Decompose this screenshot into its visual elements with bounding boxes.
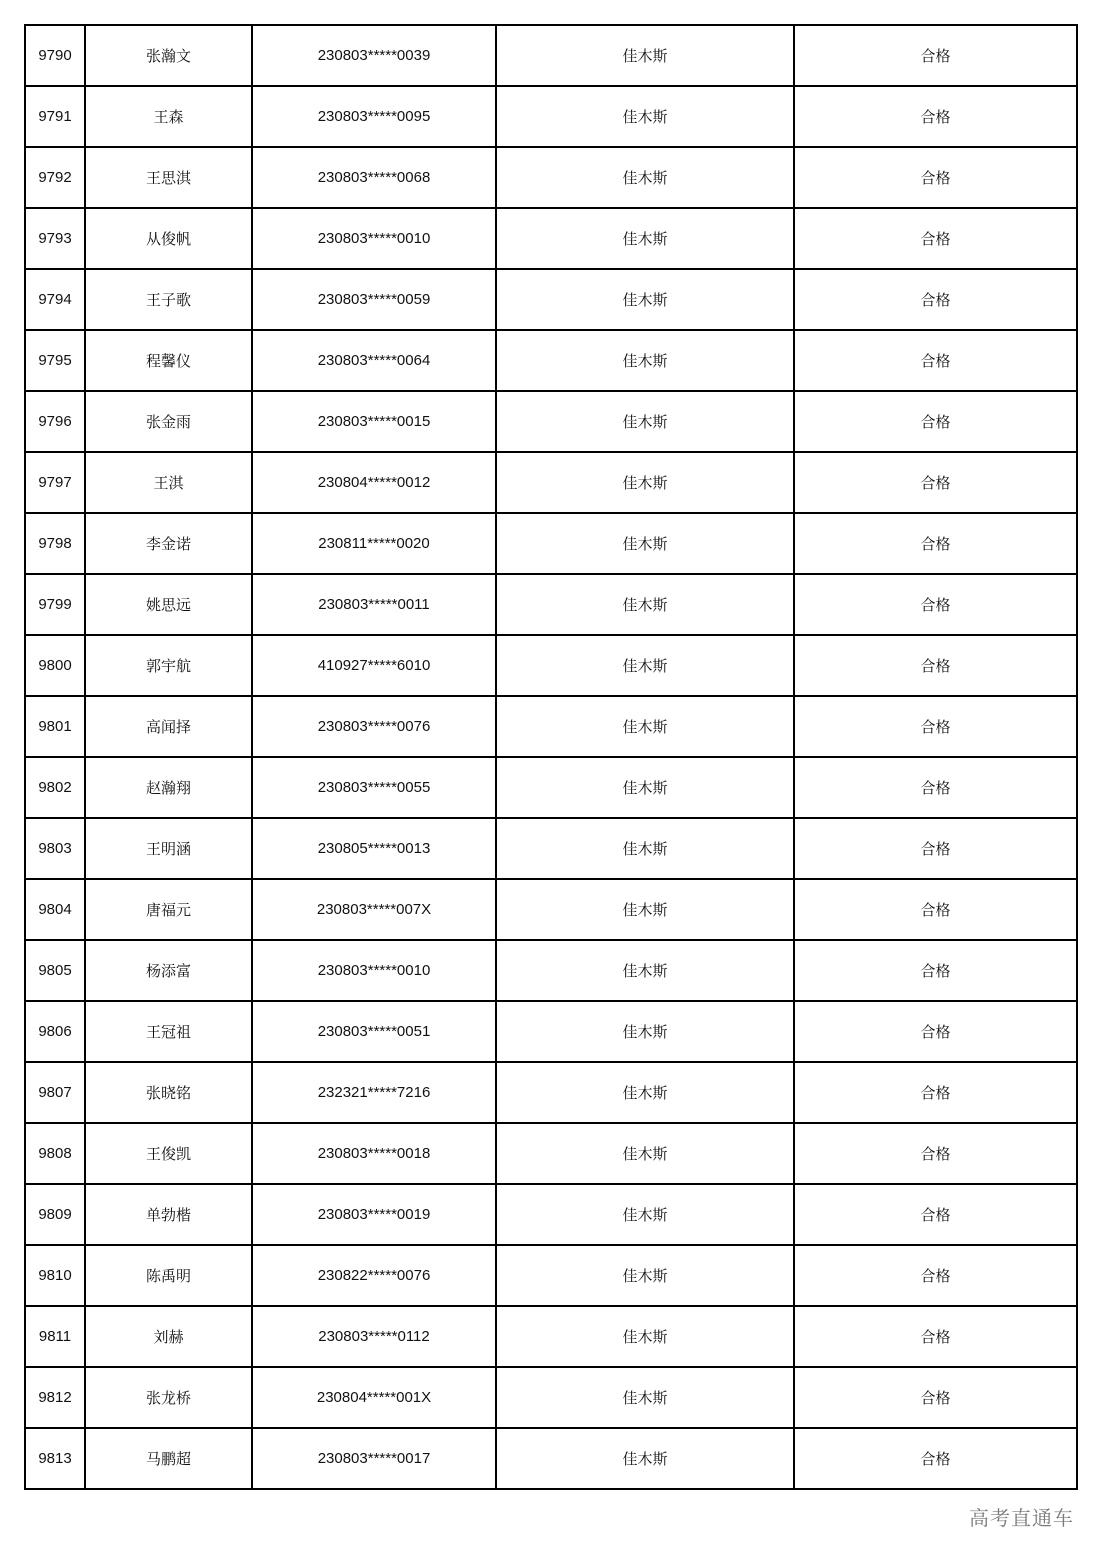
cell-name: 王思淇 [85,147,252,208]
cell-name: 张瀚文 [85,25,252,86]
cell-serial-number: 9791 [25,86,85,147]
cell-name: 王淇 [85,452,252,513]
roster-table [24,24,1078,1490]
cell-city: 佳木斯 [496,513,794,574]
table-row [25,1428,1077,1489]
cell-name: 王子歌 [85,269,252,330]
table-row [25,879,1077,940]
table-row [25,513,1077,574]
cell-result: 合格 [794,1367,1077,1428]
cell-id-number: 230804*****001X [252,1367,496,1428]
table-row [25,1245,1077,1306]
cell-id-number: 230803*****0010 [252,208,496,269]
cell-serial-number: 9811 [25,1306,85,1367]
table-row [25,25,1077,86]
cell-name: 杨添富 [85,940,252,1001]
table-row [25,208,1077,269]
cell-id-number: 230811*****0020 [252,513,496,574]
cell-id-number: 230803*****0051 [252,1001,496,1062]
table-row [25,1123,1077,1184]
cell-city: 佳木斯 [496,452,794,513]
cell-result: 合格 [794,757,1077,818]
table-row [25,269,1077,330]
table-row [25,86,1077,147]
cell-id-number: 230803*****0068 [252,147,496,208]
cell-result: 合格 [794,391,1077,452]
cell-result: 合格 [794,1306,1077,1367]
cell-result: 合格 [794,330,1077,391]
cell-name: 王俊凯 [85,1123,252,1184]
table-row [25,1367,1077,1428]
cell-id-number: 230803*****0064 [252,330,496,391]
cell-serial-number: 9804 [25,879,85,940]
cell-serial-number: 9803 [25,818,85,879]
cell-city: 佳木斯 [496,330,794,391]
table-row [25,1062,1077,1123]
cell-serial-number: 9810 [25,1245,85,1306]
cell-name: 马鹏超 [85,1428,252,1489]
cell-city: 佳木斯 [496,1123,794,1184]
cell-city: 佳木斯 [496,635,794,696]
roster-sheet [24,24,1076,1533]
cell-serial-number: 9794 [25,269,85,330]
cell-city: 佳木斯 [496,574,794,635]
cell-serial-number: 9801 [25,696,85,757]
cell-city: 佳木斯 [496,1062,794,1123]
table-row [25,452,1077,513]
cell-id-number: 230803*****0015 [252,391,496,452]
cell-name: 唐福元 [85,879,252,940]
cell-serial-number: 9809 [25,1184,85,1245]
cell-id-number: 230803*****0018 [252,1123,496,1184]
cell-id-number: 230803*****0095 [252,86,496,147]
cell-result: 合格 [794,818,1077,879]
cell-id-number: 230803*****0112 [252,1306,496,1367]
cell-city: 佳木斯 [496,879,794,940]
cell-city: 佳木斯 [496,1306,794,1367]
cell-city: 佳木斯 [496,1367,794,1428]
cell-serial-number: 9808 [25,1123,85,1184]
cell-serial-number: 9792 [25,147,85,208]
cell-serial-number: 9802 [25,757,85,818]
cell-name: 张金雨 [85,391,252,452]
cell-serial-number: 9806 [25,1001,85,1062]
cell-name: 刘赫 [85,1306,252,1367]
cell-result: 合格 [794,1123,1077,1184]
cell-name: 高闻择 [85,696,252,757]
cell-city: 佳木斯 [496,1245,794,1306]
roster-body [25,25,1077,1489]
cell-id-number: 230804*****0012 [252,452,496,513]
cell-serial-number: 9797 [25,452,85,513]
cell-result: 合格 [794,513,1077,574]
cell-serial-number: 9799 [25,574,85,635]
cell-serial-number: 9805 [25,940,85,1001]
cell-city: 佳木斯 [496,147,794,208]
cell-city: 佳木斯 [496,269,794,330]
cell-id-number: 230803*****0055 [252,757,496,818]
cell-city: 佳木斯 [496,696,794,757]
cell-city: 佳木斯 [496,940,794,1001]
cell-result: 合格 [794,635,1077,696]
table-row [25,696,1077,757]
cell-city: 佳木斯 [496,1428,794,1489]
cell-city: 佳木斯 [496,1001,794,1062]
cell-result: 合格 [794,1001,1077,1062]
cell-id-number: 230803*****0059 [252,269,496,330]
cell-serial-number: 9812 [25,1367,85,1428]
cell-name: 王冠祖 [85,1001,252,1062]
cell-result: 合格 [794,269,1077,330]
cell-name: 李金诺 [85,513,252,574]
table-row [25,574,1077,635]
cell-city: 佳木斯 [496,391,794,452]
table-row [25,757,1077,818]
cell-result: 合格 [794,25,1077,86]
cell-result: 合格 [794,696,1077,757]
cell-name: 王明涵 [85,818,252,879]
cell-result: 合格 [794,147,1077,208]
cell-id-number: 230803*****0076 [252,696,496,757]
cell-serial-number: 9813 [25,1428,85,1489]
table-row [25,1001,1077,1062]
cell-city: 佳木斯 [496,818,794,879]
cell-result: 合格 [794,1428,1077,1489]
cell-name: 从俊帆 [85,208,252,269]
cell-serial-number: 9807 [25,1062,85,1123]
cell-name: 赵瀚翔 [85,757,252,818]
cell-result: 合格 [794,879,1077,940]
cell-serial-number: 9798 [25,513,85,574]
table-row [25,391,1077,452]
cell-id-number: 230805*****0013 [252,818,496,879]
table-row [25,1306,1077,1367]
cell-id-number: 230822*****0076 [252,1245,496,1306]
watermark-text: 高考直通车 [969,1506,1074,1530]
cell-serial-number: 9793 [25,208,85,269]
cell-id-number: 230803*****007X [252,879,496,940]
cell-id-number: 232321*****7216 [252,1062,496,1123]
table-row [25,635,1077,696]
cell-name: 王森 [85,86,252,147]
table-row [25,147,1077,208]
cell-result: 合格 [794,452,1077,513]
table-row [25,1184,1077,1245]
table-row [25,330,1077,391]
cell-result: 合格 [794,208,1077,269]
cell-result: 合格 [794,1062,1077,1123]
cell-name: 张龙桥 [85,1367,252,1428]
cell-serial-number: 9796 [25,391,85,452]
cell-serial-number: 9800 [25,635,85,696]
cell-result: 合格 [794,574,1077,635]
cell-name: 单勃楷 [85,1184,252,1245]
cell-result: 合格 [794,86,1077,147]
cell-id-number: 410927*****6010 [252,635,496,696]
cell-id-number: 230803*****0017 [252,1428,496,1489]
cell-name: 陈禹明 [85,1245,252,1306]
cell-city: 佳木斯 [496,25,794,86]
cell-name: 郭宇航 [85,635,252,696]
table-row [25,940,1077,1001]
cell-city: 佳木斯 [496,757,794,818]
cell-serial-number: 9790 [25,25,85,86]
cell-id-number: 230803*****0010 [252,940,496,1001]
cell-name: 张晓铭 [85,1062,252,1123]
cell-city: 佳木斯 [496,1184,794,1245]
cell-city: 佳木斯 [496,208,794,269]
cell-serial-number: 9795 [25,330,85,391]
cell-city: 佳木斯 [496,86,794,147]
cell-id-number: 230803*****0011 [252,574,496,635]
cell-id-number: 230803*****0019 [252,1184,496,1245]
table-row [25,818,1077,879]
cell-id-number: 230803*****0039 [252,25,496,86]
cell-name: 姚思远 [85,574,252,635]
cell-result: 合格 [794,940,1077,1001]
cell-result: 合格 [794,1184,1077,1245]
cell-result: 合格 [794,1245,1077,1306]
cell-name: 程馨仪 [85,330,252,391]
